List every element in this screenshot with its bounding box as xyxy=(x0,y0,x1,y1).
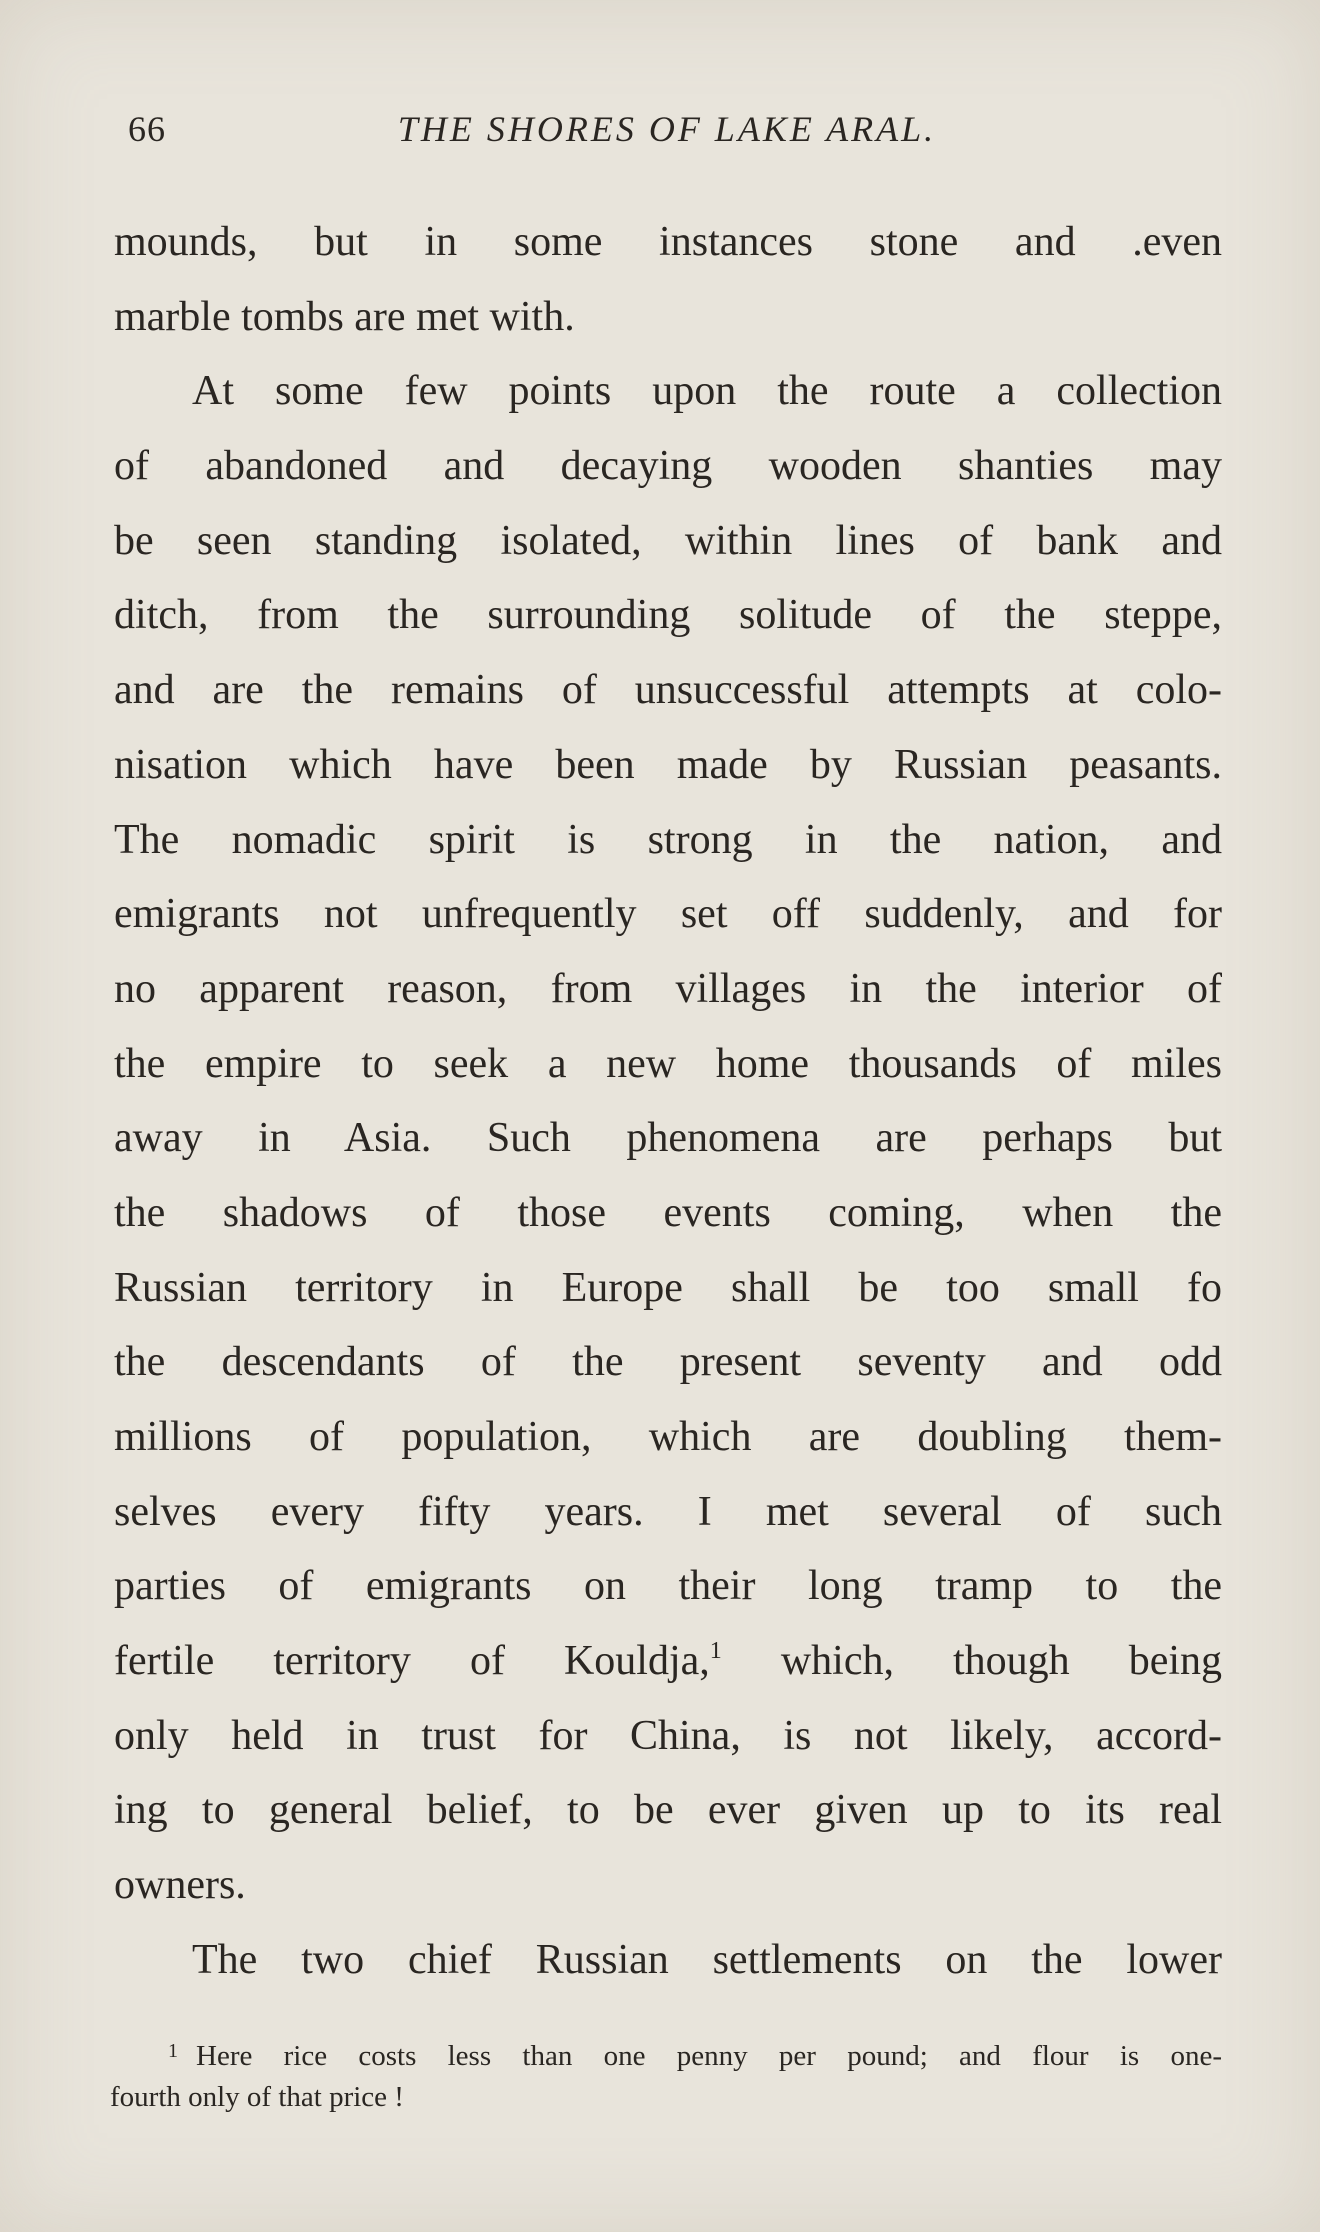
text-line-with-footnote-ref xyxy=(114,1624,1222,1699)
text-line: selves every fifty years. I met several of such xyxy=(114,1488,1222,1535)
text-line: and are the remains of unsuccessful attempts at colo- xyxy=(114,667,1222,714)
text-line: millions of population, which are doubling them- xyxy=(114,1414,1222,1460)
text-line: the empire to seek a new home thousands of miles xyxy=(114,1040,1222,1087)
footnote-line xyxy=(110,2028,1222,2074)
text-line: emigrants not unfrequently set off suddenly, and for xyxy=(114,891,1222,938)
text-line: At some few points upon the route a collection xyxy=(192,368,1222,415)
text-line: away in Asia. Such phenomena are perhaps but xyxy=(114,1115,1222,1162)
footnote-reference[interactable]: 1 xyxy=(709,1638,722,1665)
text-line: be seen standing isolated, within lines of bank and xyxy=(114,517,1222,564)
text-line: no apparent reason, from villages in the interior of xyxy=(114,965,1222,1012)
text-line: nisation which have been made by Russian peasants. xyxy=(114,741,1222,788)
text-line: the shadows of those events coming, when the xyxy=(114,1189,1222,1236)
text-line: The two chief Russian settlements on the lower xyxy=(192,1936,1222,1983)
body-text xyxy=(114,205,1222,1998)
text-segment: which, though being xyxy=(721,1638,1223,1685)
text-line: ditch, from the surrounding solitude of the steppe, xyxy=(114,592,1222,639)
footnote xyxy=(110,2028,1222,2120)
running-title: THE SHORES OF LAKE ARAL. xyxy=(397,109,937,149)
text-line: ing to general belief, to be ever given up to its real xyxy=(114,1787,1222,1834)
text-line: The nomadic spirit is strong in the nation, and xyxy=(114,816,1222,863)
text-line: of abandoned and decaying wooden shanties may xyxy=(114,443,1222,490)
footnote-line: fourth only of that price ! xyxy=(110,2081,404,2113)
page-number: 66 xyxy=(128,109,166,149)
text-line: Russian territory in Europe shall be too small fo xyxy=(114,1264,1222,1311)
text-line: the descendants of the present seventy and odd xyxy=(114,1339,1222,1386)
footnote-text: Here rice costs less than one penny per pound; and flour is one- xyxy=(196,2040,1222,2072)
text-segment: fertile territory of Kouldja, xyxy=(114,1638,710,1685)
text-line: parties of emigrants on their long tramp to the xyxy=(114,1563,1222,1610)
text-line: mounds, but in some instances stone and .even xyxy=(114,219,1222,265)
text-line: only held in trust for China, is not likely, accord- xyxy=(114,1712,1222,1759)
running-head xyxy=(112,108,1222,158)
text-line: owners. xyxy=(114,1862,246,1909)
footnote-marker: 1 xyxy=(168,2040,178,2062)
text-line: marble tombs are met with. xyxy=(114,293,575,340)
